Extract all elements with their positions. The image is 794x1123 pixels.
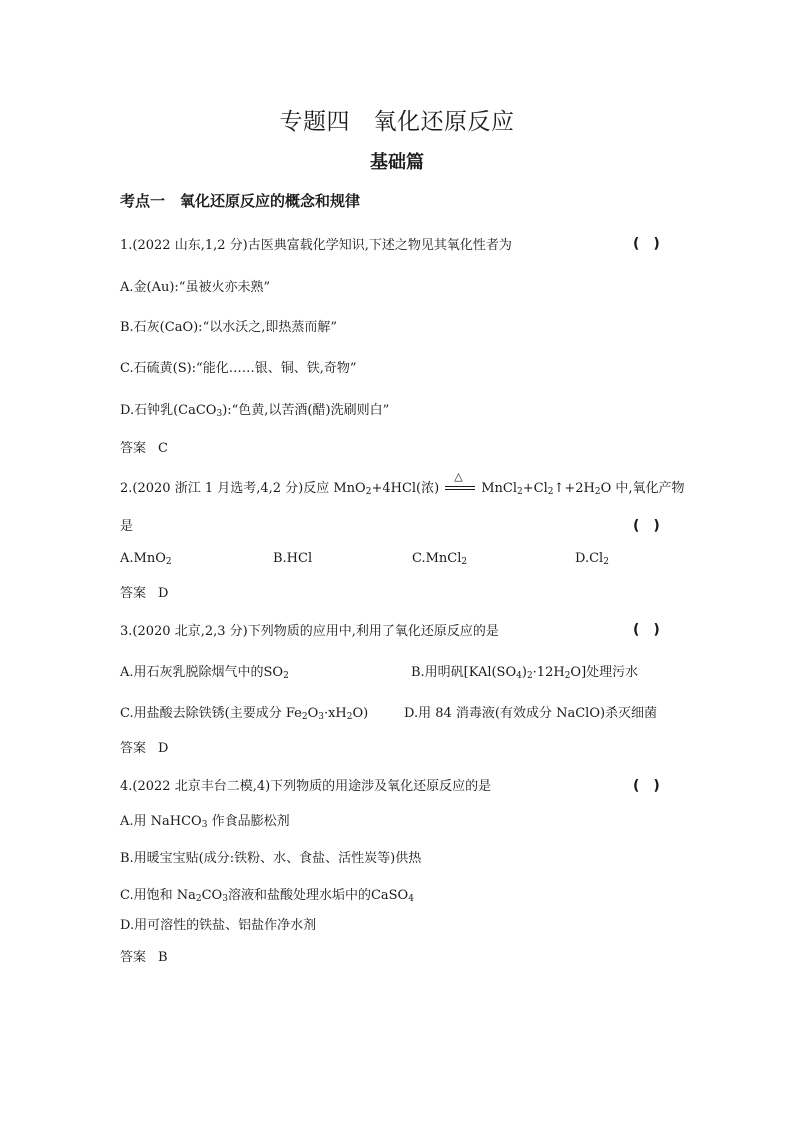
answer-value: D	[158, 586, 169, 601]
question-2-stem-line2: 是	[120, 519, 134, 534]
question-1-stem: 1.(2022 山东,1,2 分)古医典富载化学知识,下述之物见其氧化性者为	[120, 238, 512, 253]
question-1-answer-blank: ( )	[633, 236, 660, 252]
question-1-option-d: D.石钟乳(CaCO$_3$):“色黄,以苦酒(醋)洗刷则白”	[120, 403, 390, 419]
question-3-option-d: D.用 84 消毒液(有效成分 NaClO)杀灭细菌	[404, 706, 658, 721]
page-title: 专题四 氧化还原反应	[279, 109, 515, 135]
question-1-option-a: A.金(Au):“虽被火亦未熟”	[120, 280, 271, 295]
heat-condition-sign: △	[445, 484, 475, 494]
section-heading: 考点一 氧化还原反应的概念和规律	[120, 192, 361, 210]
question-2-option-b: B.HCl	[273, 551, 313, 566]
question-2-option-a: A.MnO$_2$	[120, 551, 172, 567]
question-2-option-c: C.MnCl$_2$	[412, 551, 468, 567]
question-3-stem: 3.(2020 北京,2,3 分)下列物质的应用中,利用了氧化还原反应的是	[120, 624, 499, 639]
question-4-answer-blank: ( )	[633, 778, 660, 794]
question-4-option-a: A.用 NaHCO$_3$ 作食品膨松剂	[120, 814, 290, 830]
answer-value: D	[158, 741, 169, 756]
answer-label: 答案	[120, 586, 147, 601]
question-2-answer-blank: ( )	[633, 518, 660, 534]
question-1-answer	[120, 437, 168, 456]
answer-label: 答案	[120, 950, 147, 965]
question-3-option-b: B.用明矾$[KAl(SO_4)_2\cdot 12H_2O]$处理污水	[411, 665, 639, 681]
question-1-option-b: B.石灰(CaO):“以水沃之,即热蒸而解”	[120, 320, 337, 335]
question-1-option-c: C.石硫黄(S):“能化……银、铜、铁,奇物”	[120, 361, 357, 376]
question-3-answer	[120, 737, 168, 756]
question-3-option-a: A.用石灰乳脱除烟气中的$SO_2$	[120, 665, 289, 681]
question-2-stem: 2.(2020 浙江 1 月选考,4,2 分)反应 MnO$_2$+4HCl(浓) △ $MnCl_2+Cl_2↑+2H_2O$ 中,氧化产物	[120, 469, 685, 497]
question-2-answer	[120, 582, 168, 601]
page-subtitle: 基础篇	[370, 152, 424, 173]
question-4-answer	[120, 946, 168, 965]
answer-value: B	[158, 950, 168, 965]
answer-value: C	[158, 441, 168, 456]
question-4-option-b: B.用暖宝宝贴(成分:铁粉、水、食盐、活性炭等)供热	[120, 851, 422, 866]
answer-label: 答案	[120, 741, 147, 756]
question-2-option-d: $D.Cl_2$	[575, 551, 609, 567]
question-4-stem: 4.(2022 北京丰台二模,4)下列物质的用途涉及氧化还原反应的是	[120, 779, 492, 794]
question-3-answer-blank: ( )	[633, 622, 660, 638]
answer-label: 答案	[120, 441, 147, 456]
question-3-option-c: C.用盐酸去除铁锈(主要成分 $Fe_2O_3\cdot xH_2O$)	[120, 706, 369, 722]
question-4-option-d: D.用可溶性的铁盐、铝盐作净水剂	[120, 918, 317, 933]
question-4-option-c: C.用饱和 $Na_2CO_3$溶液和盐酸处理水垢中的CaSO$_4$	[120, 888, 414, 904]
